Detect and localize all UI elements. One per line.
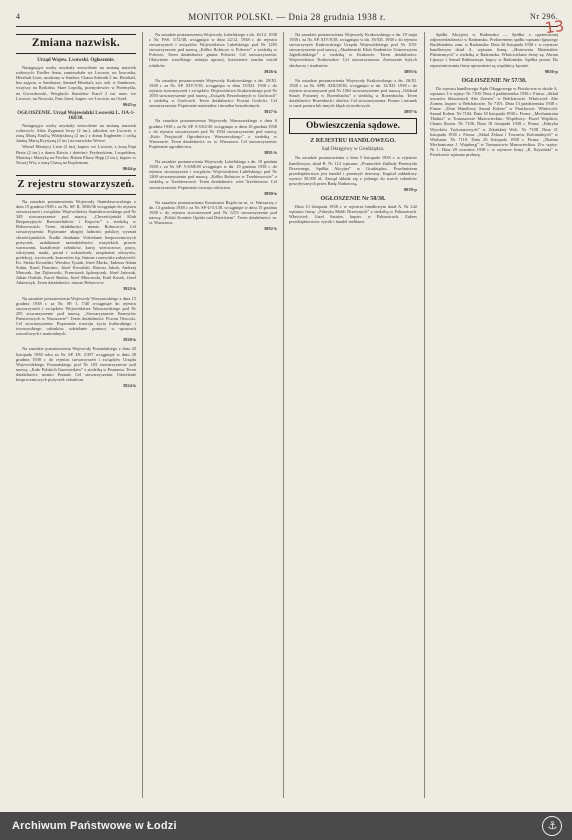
notice-title: OGŁOSZENIE Nr 57/38. xyxy=(461,77,527,84)
notice-reference: 3891-k xyxy=(263,149,277,155)
column-divider xyxy=(424,32,425,798)
notice-reference: 3922-k xyxy=(122,286,136,292)
notice-body: Na zasadzie postanowienia Wojewody Krakowskiego z dn. 19 maja 1938 r. za Nr. SP. XIV/8/38, wciągnięto w dn. 19/XII. 1938 r. do rejestru stowarzyszeń Krakowskiego Urzędu Wojewódzkiego pod Nr 1051 stowarzyszenie pod nazwą „Akademicki Klub Studentów Uniwersytetu Jagiellońskiego” z siedzibą w Krakowie. Teren działalności: Województwo Krakowskie. Cel stowarzyszenia: Zrzeszenie byłych słuchaczy i studentów. xyxy=(289,32,417,68)
column-2 xyxy=(149,32,277,798)
notice-body: Na zasadzie postanowienia z dnia 5 listopada 1938 r. w rejestrze handlowym, dział B. Nr 112 wpisano: „Pomorskie Zakłady Przemysłu Drzewnego, Spółka Akcyjna” w Grudziądzu. Przedmiotem przedsiębiorstwa jest handel i przemysł drzewny. Kapitał zakładowy wynosi 50.000 zł. Zarząd składa się z jednego do trzech członków powoływanych przez Radę Nadzorczą. xyxy=(289,155,417,186)
notice-body: Na zasadzie postanowienia Wojewody Krakowskiego z dn. 26/XI. 1938 r. za Nr. SPB. XIII/28/38, wciągnięto w dn. 13/XII. 1938 r. do rejestru stowarzyszeń pod Nr 1063 stowarzyszenie pod nazwą „Oddział Straży Pożarnej w Rozenbachu” z siedzibą w Rozenbachu. Teren działalności: Rozenbach i okolice. Cel stowarzyszenia: Pomoc i ratunek w razie pożaru lub innych klęsk żywiołowych. xyxy=(289,77,417,109)
section-title-associations: Z rejestru stowarzyszeń. xyxy=(17,178,135,190)
column-3 xyxy=(289,32,417,798)
notice-body: Na zasadzie postanowienia Wojewody Stanisławowskiego z dnia 15 grudnia 1938 r. za Nr. SP. II. 3036/36 wciągnięte do rejestru stowarzyszeń i związków Województwa Stanisławowskiego pod Nr 349 stowarzyszenie pod nazwą: „Chrześcijański Klub Bezpartyjnych Rzemieślników i Kupców” z siedzibą w Bołszowcach. Teren działalności: miasto Bołszowce. Cel stowarzyszenia: Popieranie ubogiej ludności polskiej wyznań chrześcijańskich. Środki działania: Udzielanie bezprocentowych pożyczek, uzdalnianie samodzielności wszystkich prawie warstwami, kształcenie członków, kursy wieczorowe, pracy, odczytami, nauki, porad i wskazówek, urządzanie odczytów, prelekcyj, wycieczek, koncertów itp. Imiona i nazwiska założycieli: Ks. Stefan Kowalski, Wiesław Tysiak, Józef Marks, Tadeusz Adam Sobin, Karol Dominec, Józef Kowalski, Bartosz Jakub, Andrzej Marczak, Jan Dąbrowski, Franciszek Jędrzejczak, Józef Jańczuk, Julian Osiński, Karol Skubis, Józef Mierowski, Emil Kosek, Józef Adamczyk. Teren działalności: miasto Bołszowce. xyxy=(16,198,136,286)
section-header-box xyxy=(16,34,136,54)
notice-heading: Urząd Wojew. Lwowski. Ogłoszenie. xyxy=(37,58,115,63)
notice-body: Na zasadzie postanowienia Wojewody Warszawskiego z dnia 15 grudnia 1938 r. za Nr. SP. I. 7/40 wciągnięte do rejestru stowarzyszeń i związków Województwa Warszawskiego pod Nr 285 stowarzyszenie pod nazwą: „Stowarzyszenie Emerytów Państwowych w Warszawie”. Teren działalności: Powiat Otwocki. Cel stowarzyszenia: Popieranie rozwoju życia kulturalnego i towarzyskiego członków, udzielanie pomocy w sprawach zawodowych i materialnych. xyxy=(16,295,136,337)
section-title-name-changes: Zmiana nazwisk. xyxy=(31,37,121,49)
notice-reference: 3890-k xyxy=(263,190,277,196)
notice-reference: 9039-p xyxy=(403,186,417,192)
notice-body: Na zasadzie postanowienia Wojewody Warszawskiego z dnia 6 grudnia 1938 r. za Nr SP. 5-3/61/38, wciągnięto w dniu 10 grudnia 1938 r. do rejestru stowarzyszeń pod Nr 1934 stowarzyszenie pod nazwą: „Koło Przyjaciół Ogrodnictwa Warszawskiego” z siedzibą w Warszawie. Teren działalności: m. st. Warszawa. Cel stowarzyszenia: Popieranie ogrodnictwa. xyxy=(149,118,277,149)
notice-reference: 3926-k xyxy=(263,68,277,74)
running-header xyxy=(16,10,558,27)
subsection-title: Z REJESTRU HANDLOWEGO. xyxy=(310,138,396,145)
notice-body: Następujące osoby uzyskały zezwolenie na zmianę nazwisk rodowych: Atlas Zygmunt Jerzy (2 im.), adwokat we Lwowie, z żoną Marią Emilią Władysławą (2 im.) z domu Englender i córką Janiną Marią Krystyną (2 im.) na nazwisko Weiwe. xyxy=(16,123,136,144)
notice-reference: 3927-k xyxy=(263,109,277,115)
page-number: 4 xyxy=(16,12,21,21)
column-divider xyxy=(283,32,284,798)
column-divider xyxy=(142,32,143,798)
notice-reference: 3920-k xyxy=(122,337,136,343)
notice-reference: 3897-k xyxy=(403,109,417,115)
section-header-box xyxy=(16,175,136,195)
notice-reference: 3893-k xyxy=(403,68,417,74)
notice-reference: 3924-k xyxy=(122,383,136,389)
notice-body: Dnia 13 listopada 1938 r. w rejestrze handlowym dział A. Nr 242 wpisano firmę: „Fabryka Mebli Drzewnych” z siedzibą w Pabianicach. Właściciel: Józef Szuster, kupiec w Pabianicach. Zakres przedsiębiorstwa: wyrób i handel meblami. xyxy=(289,204,417,225)
notice-body: Na zasadzie postanowienia Komisarza Rządu na m. st. Warszawę z dn. 13 grudnia 1938 r. za Nr. SP-U-5/130, wciągnięte w dniu 15 grudnia 1938 r. do rejestru stowarzyszeń pod Nr 1255 stowarzyszenie pod nazwą: „Polski Komitet Opieki nad Dzieckiem”. Teren działalności: m. st. Warszawa. xyxy=(149,199,277,226)
archive-logo-icon: ⚓ xyxy=(542,816,562,836)
notice-body: Na zasadzie postanowienia Wojewody Lubelskiego z dn. 19 grudnia 1938 r. za Nr SP. 5-3/68/38 wciągnięto w dn. 19 grudnia 1938 r. do rejestru stowarzyszeń i związków Województwa Lubelskiego pod Nr 1269 stowarzyszenie pod nazwą: „Kółko Rolnicze w Trzebieszowie” z siedzibą w Trzebieszowie. Teren działalności: wieś Trzebieszów. Cel stowarzyszenia: Popieranie rozwoju rolnictwa. xyxy=(149,159,277,190)
notice-body: Na zasadzie postanowienia Wojewody Lubelskiego z dn. 16/12. 1938 r. Nr. FSS. 3/72/38, wciągnięto w dniu 22/12. 1938 r. do rejestru stowarzyszeń i związków Województwa Lubelskiego pod Nr 1283 stowarzyszenie pod nazwą „Kółko Rolnicze w Połowie” z siedzibą w Połowie. Teren działalności: gmina Połowie. Cel stowarzyszenia: Ułatwienie wszelkiego rodzaju uprawy, krzewienie zasobu wśród rolników. xyxy=(149,32,277,68)
handwritten-page-annotation: 13 xyxy=(543,16,566,38)
issue-number: Nr 296. xyxy=(530,12,558,21)
notice-body: Następujące osoby uzyskały zezwolenie na zmianę nazwisk rodowych: Fiedler Anna, zamieszkała we Lwowie, na Jaworska, Herzhaft Leon, urodzony w Sambor. Chana Schmidt 2 im. Herzhaft, bez zajęcia, w Samborze, Samuel Herzhaft, syn. zeb. w Samborze, wszyscy na Borkińsz, Stare Lopolię, pramysłowiec w Przemyślu, na Gwozdowski, Werglucki Stanisław Karol 2 im. nam. we Lwowie, na Nowicki, Pass Józef, kupiec we Lwowie, na Orzeł. xyxy=(16,65,136,101)
archive-footer-bar xyxy=(0,812,572,840)
notice-reference: 9026-p xyxy=(544,68,558,74)
notice-heading: OGŁOSZENIE. Urząd Wojewódzki Lwowski L. OA-1-168/38. xyxy=(17,110,135,121)
publication-title: MONITOR POLSKI. — Dnia 28 grudnia 1938 r. xyxy=(188,12,386,22)
column-4 xyxy=(430,32,558,798)
notice-reference: 9043-p xyxy=(122,101,136,107)
notice-body: Na zasadzie postanowienia Wojewody Krakowskiego z dn. 20/XI. 1938 r. za Nr. SP. XIV/5/39, wciągnięto w dniu 15/XII. 1938 r. do rejestru stowarzyszeń i związków Województwa Krakowskiego pod Nr 1050 stowarzyszenie pod nazwą „Związek Bezrobotnych w Gorlicach” z siedzibą w Gorlicach. Teren działalności: Powiat Gorlicki. Cel stowarzyszenia: Popieranie materialne i moralne bezrobotnych. xyxy=(149,77,277,109)
archive-name: Archiwum Państwowe w Łodzi xyxy=(12,820,177,832)
notice-body: Na zasadzie postanowienia Wojewody Poznańskiego z dnia 20 listopada 1938 roku za Nr. SP. I/8. 2/397 wciągnięte w dniu 28 grudnia 1938 r. do rejestru stowarzyszeń i związków Urzędu Wojewódzkiego Poznańskiego pod Nr 183 stowarzyszenie pod nazwą: „Koło Polskich Gazowników” z siedzibą w Poznaniu. Teren działalności: miasto Poznań. Cel stowarzyszenia: Udzielanie bezprocentowych pożyczek członkom. xyxy=(16,346,136,382)
section-title-court-notices: Obwieszczenia sądowe. xyxy=(289,118,417,134)
notice-body: Wiesel Maurycy Leon (2 im), kupiec we Lwowie, z żoną Papi Berta (2 im.) z domu Kärcio i dziećmi: Fryderykiem, Leopoldem, Martiną i Martyką na Fischer. Ruben Eliasz Hipp (2 im.), kupiec w Nowej Wsi, z żoną Chaną na Koplerman. xyxy=(16,144,136,165)
court-name: Sąd Okręgowy w Grudziądzu. xyxy=(321,146,385,153)
notice-body: Do rejestru handlowego Sądu Okręgowego w Piotrkowie w dziale A. wpisano: I-o wpisy: Nr 7100. Dnia 4 października 1938 r. Firma: „Skład towarów bławatnych Abe Zomen” w Bełchatowie. Właściciel: Abe Zomen, kupiec w Bełchatowie. Nr 7101. Dnia 13 października 1938 r. Firma: „Dom Handlowy Szmul Kohen” w Piotrkowie. Właściciel: Szmul Kohen. Nr 7104. Dnia 18 listopada 1938 r. Firma: „Mechaniczna Tkalnia” w Tomaszowie Mazowieckim. Wspólnicy: Fiszel Wajsbrot, Chaim Rozen. Nr 7106. Dnia 18 listopada 1938 r. Firma: „Fabryka Wyrobów Trykotażowych” w Zduńskiej Woli. Nr 7108. Dnia 21 listopada 1938 r. Firma: „Skład Żelaza i Towarów Kolonialnych” w Wieluniu. Nr 7110. Dnia 25 listopada 1938 r. Firma: „Tkalnia Mechaniczna J. Wajnberg” w Tomaszowie Mazowieckim. II-o wpisy: Nr 1. Dnia 29 września 1938 r. w rejestrze firmy „K. Krysiński” w Piotrkowie wpisano prokurę. xyxy=(430,85,558,157)
column-1 xyxy=(16,32,136,798)
notice-reference: 9044-p xyxy=(122,165,136,171)
notice-reference: 3892-k xyxy=(263,226,277,232)
notice-title: OGŁOSZENIE Nr 58/38. xyxy=(320,196,386,203)
notice-body: Spółki Akcyjnej w Radomsku — Spółka o ograniczonej odpowiedzialności w Radomsku. Prokurentem spółki wpisano Ignacego Buchbindera, zam. w Radomsku. Dnia 26 listopada 1938 r. w rejestrze handlowym dział A. wpisano firmę: „Hurtownia Materiałów Piśmiennych” z siedzibą w Radomsku. Właścicielami firmy są: Abram Lipszyc i Szmul Rubinsztajn, kupcy w Radomsku. Spółka jawna. Do reprezentowania firmy uprawnieni są wspólnicy łącznie. xyxy=(430,32,558,68)
